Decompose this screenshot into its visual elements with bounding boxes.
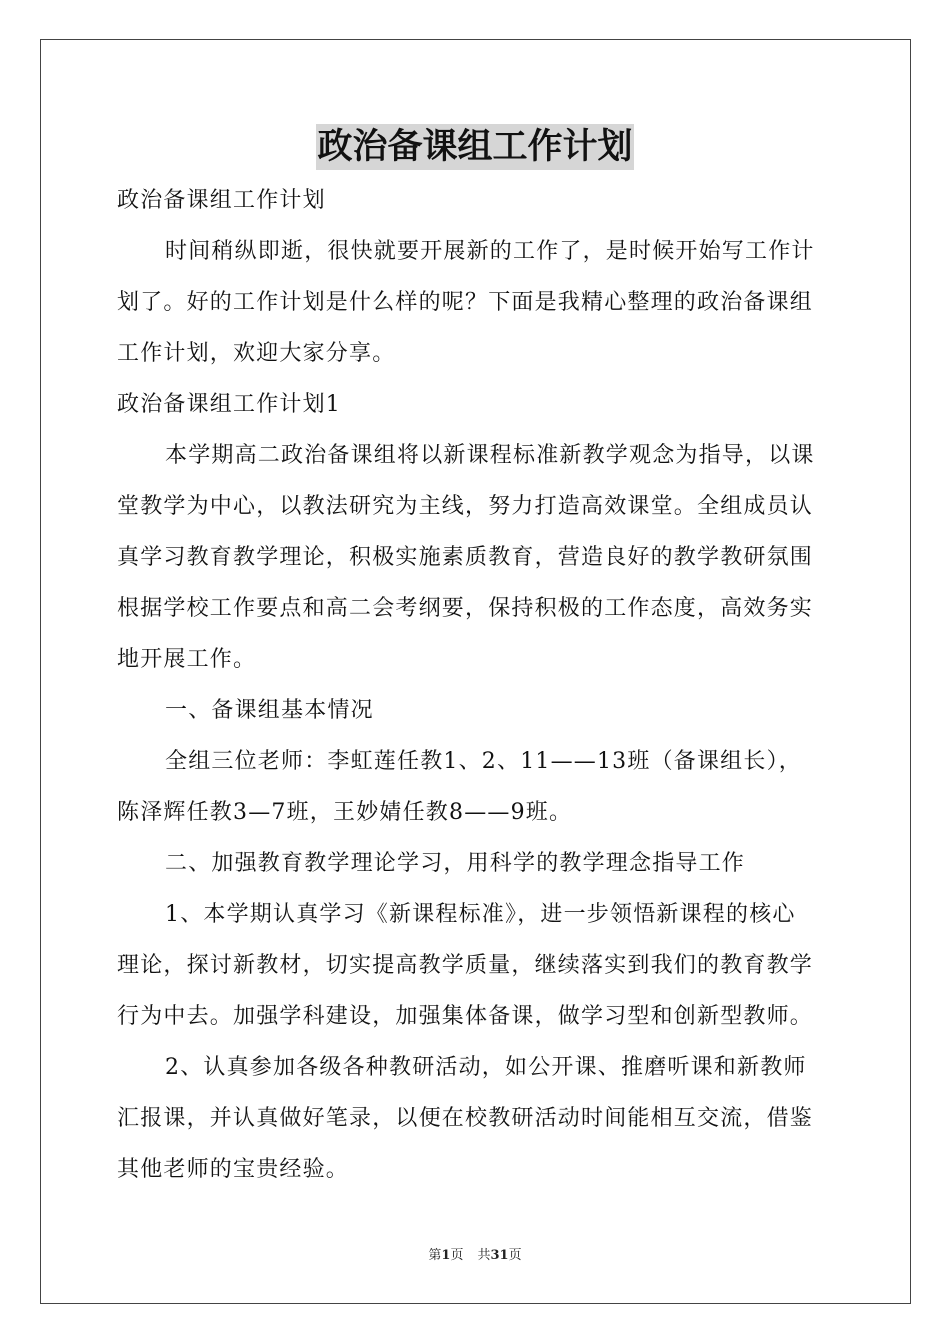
text-line: 本学期高二政治备课组将以新课程标准新教学观念为指导，以课: [165, 443, 815, 468]
text-line: 政治备课组工作计划1: [117, 392, 341, 417]
total-prefix: 共: [477, 1248, 491, 1263]
text-line: 行为中去。加强学科建设，加强集体备课，做学习型和创新型教师。: [117, 1004, 814, 1029]
text-line: 地开展工作。: [117, 647, 257, 672]
text-line: 政治备课组工作计划: [117, 188, 326, 213]
text-line: 2、认真参加各级各种教研活动，如公开课、推磨听课和新教师: [165, 1055, 807, 1080]
page-number: 1: [441, 1248, 451, 1263]
text-line: 堂教学为中心，以教法研究为主线，努力打造高效课堂。全组成员认: [117, 494, 814, 519]
document-title: 政治备课组工作计划: [316, 124, 633, 170]
text-line: 1、本学期认真学习《新课程标准》，进一步领悟新课程的核心: [165, 902, 796, 927]
text-line: 其他老师的宝贵经验。: [117, 1157, 350, 1182]
text-line: 划了。好的工作计划是什么样的呢？下面是我精心整理的政治备课组: [117, 290, 814, 315]
page-footer: [0, 1247, 950, 1265]
text-line: 理论，探讨新教材，切实提高教学质量，继续落实到我们的教育教学: [117, 953, 814, 978]
document-body: [117, 175, 837, 1195]
page-suffix: 页: [450, 1248, 464, 1263]
text-line: 一、备课组基本情况: [165, 698, 374, 723]
text-line: 二、加强教育教学理论学习，用科学的教学理念指导工作: [165, 851, 746, 876]
text-line: 时间稍纵即逝，很快就要开展新的工作了，是时候开始写工作计: [165, 239, 815, 264]
text-line: 全组三位老师：李虹莲任教1、2、11——13班（备课组长），: [165, 749, 802, 774]
text-line: 真学习教育教学理论，积极实施素质教育，营造良好的教学教研氛围: [117, 545, 814, 570]
text-line: 汇报课，并认真做好笔录，以便在校教研活动时间能相互交流，借鉴: [117, 1106, 814, 1131]
total-suffix: 页: [508, 1248, 522, 1263]
page-prefix: 第: [428, 1248, 442, 1263]
total-pages: 31: [490, 1248, 509, 1263]
text-line: 根据学校工作要点和高二会考纲要，保持积极的工作态度，高效务实: [117, 596, 814, 621]
title-container: [0, 124, 950, 170]
text-line: 工作计划，欢迎大家分享。: [117, 341, 396, 366]
text-line: 陈泽辉任教3—7班，王妙婧任教8——9班。: [117, 800, 573, 825]
